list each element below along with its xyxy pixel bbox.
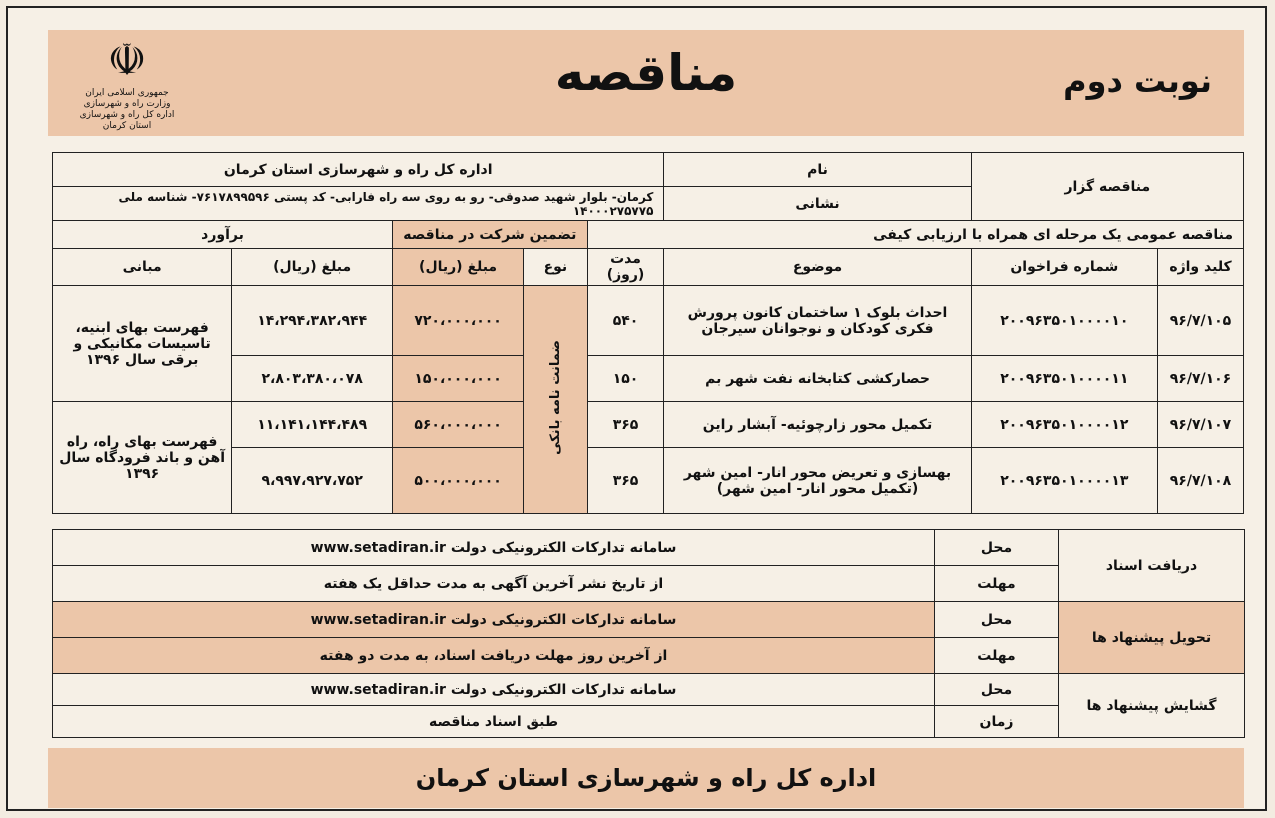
col-basis: مبانی [53,249,232,286]
tenderer-label: مناقصه گزار [971,153,1243,221]
row-subject: بهسازی و تعریض محور انار- امین شهر (تکمیل محور انار- امین شهر) [664,448,971,514]
col-duration: مدت (روز) [587,249,664,286]
basis-road: فهرست بهای راه، راه آهن و باند فرودگاه سال ۱۳۹۶ [53,402,232,514]
row-duration: ۵۴۰ [587,286,664,356]
submit-offers-label: تحویل پیشنهاد ها [1059,602,1245,674]
footer-banner: اداره کل راه و شهرسازی استان کرمان [48,748,1244,808]
receive-docs-label: دریافت اسناد [1059,530,1245,602]
row-keyword: ۹۶/۷/۱۰۵ [1157,286,1243,356]
open-place: سامانه تدارکات الکترونیکی دولت www.setadiran.ir [53,674,935,706]
col-keyword: کلید واژه [1157,249,1243,286]
logo-line: جمهوری اسلامی ایران [85,88,169,98]
col-subject: موضوع [664,249,971,286]
row-estimate: ۲،۸۰۳،۳۸۰،۰۷۸ [232,356,393,402]
row-duration: ۳۶۵ [587,402,664,448]
submit-deadline-label: مهلت [935,638,1059,674]
col-call-number: شماره فراخوان [971,249,1157,286]
submit-place-label: محل [935,602,1059,638]
receive-place: سامانه تدارکات الکترونیکی دولت www.setadiran.ir [53,530,935,566]
row-subject: تکمیل محور زارچوئیه- آبشار راین [664,402,971,448]
round-label: نوبت دوم [1063,62,1212,100]
row-guarantee: ۱۵۰،۰۰۰،۰۰۰ [393,356,524,402]
row-estimate: ۱۱،۱۴۱،۱۴۴،۴۸۹ [232,402,393,448]
tender-table [52,152,1244,514]
name-label: نام [664,153,971,187]
table-row [53,356,1244,402]
logo-line: اداره کل راه و شهرسازی [79,110,175,120]
row-estimate: ۱۴،۲۹۴،۳۸۲،۹۴۴ [232,286,393,356]
row-call-number: ۲۰۰۹۶۳۵۰۱۰۰۰۰۱۰ [971,286,1157,356]
row-guarantee: ۷۲۰،۰۰۰،۰۰۰ [393,286,524,356]
iran-emblem-icon: ☫ [107,35,147,86]
basis-building: فهرست بهای ابنیه، تاسیسات مکانیکی و برقی سال ۱۳۹۶ [53,286,232,402]
row-subject: احداث بلوک ۱ ساختمان کانون پرورش فکری کودکان و نوجوانان سیرجان [664,286,971,356]
open-offers-label: گشایش پیشنهاد ها [1059,674,1245,738]
tenderer-address: کرمان- بلوار شهید صدوقی- رو به روی سه راه فارابی- کد پستی ۷۶۱۷۸۹۹۵۹۶- شناسه ملی ۱۴۰۰۰۲۷۵۷۷۵ [53,187,664,221]
col-estimate-amount: مبلغ (ریال) [232,249,393,286]
receive-deadline: از تاریخ نشر آخرین آگهی به مدت حداقل یک هفته [53,566,935,602]
row-guarantee: ۵۶۰،۰۰۰،۰۰۰ [393,402,524,448]
row-call-number: ۲۰۰۹۶۳۵۰۱۰۰۰۰۱۱ [971,356,1157,402]
row-keyword: ۹۶/۷/۱۰۶ [1157,356,1243,402]
guarantee-type-text: ضمانت نامه بانکی [547,340,563,455]
table-row [53,286,1244,356]
submit-place: سامانه تدارکات الکترونیکی دولت www.setadiran.ir [53,602,935,638]
open-time-label: زمان [935,706,1059,738]
row-subject: حصارکشی کتابخانه نفت شهر بم [664,356,971,402]
row-duration: ۳۶۵ [587,448,664,514]
table-row [53,448,1244,514]
logo-line: استان کرمان [102,121,152,131]
open-time: طبق اسناد مناقصه [53,706,935,738]
receive-deadline-label: مهلت [935,566,1059,602]
row-call-number: ۲۰۰۹۶۳۵۰۱۰۰۰۰۱۲ [971,402,1157,448]
guarantee-group-header: تضمین شرکت در مناقصه [393,221,588,249]
tenderer-name: اداره کل راه و شهرسازی استان کرمان [53,153,664,187]
row-guarantee: ۵۰۰،۰۰۰،۰۰۰ [393,448,524,514]
row-estimate: ۹،۹۹۷،۹۲۷،۷۵۲ [232,448,393,514]
page-title: مناقصه [554,44,738,102]
table-row [53,402,1244,448]
row-duration: ۱۵۰ [587,356,664,402]
tender-type: مناقصه عمومی یک مرحله ای همراه با ارزیابی کیفی [587,221,1243,249]
receive-place-label: محل [935,530,1059,566]
estimate-group-header: برآورد [53,221,393,249]
col-guarantee-amount: مبلغ (ریال) [393,249,524,286]
guarantee-type [524,286,587,514]
col-type: نوع [524,249,587,286]
row-call-number: ۲۰۰۹۶۳۵۰۱۰۰۰۰۱۳ [971,448,1157,514]
row-keyword: ۹۶/۷/۱۰۷ [1157,402,1243,448]
open-place-label: محل [935,674,1059,706]
tender-notice [6,6,1267,811]
notice-header [48,30,1244,136]
address-label: نشانی [664,187,971,221]
submit-deadline: از آخرین روز مهلت دریافت اسناد، به مدت دو هفته [53,638,935,674]
logo-line: وزارت راه و شهرسازی [83,99,171,109]
documents-table [52,529,1245,738]
row-keyword: ۹۶/۷/۱۰۸ [1157,448,1243,514]
